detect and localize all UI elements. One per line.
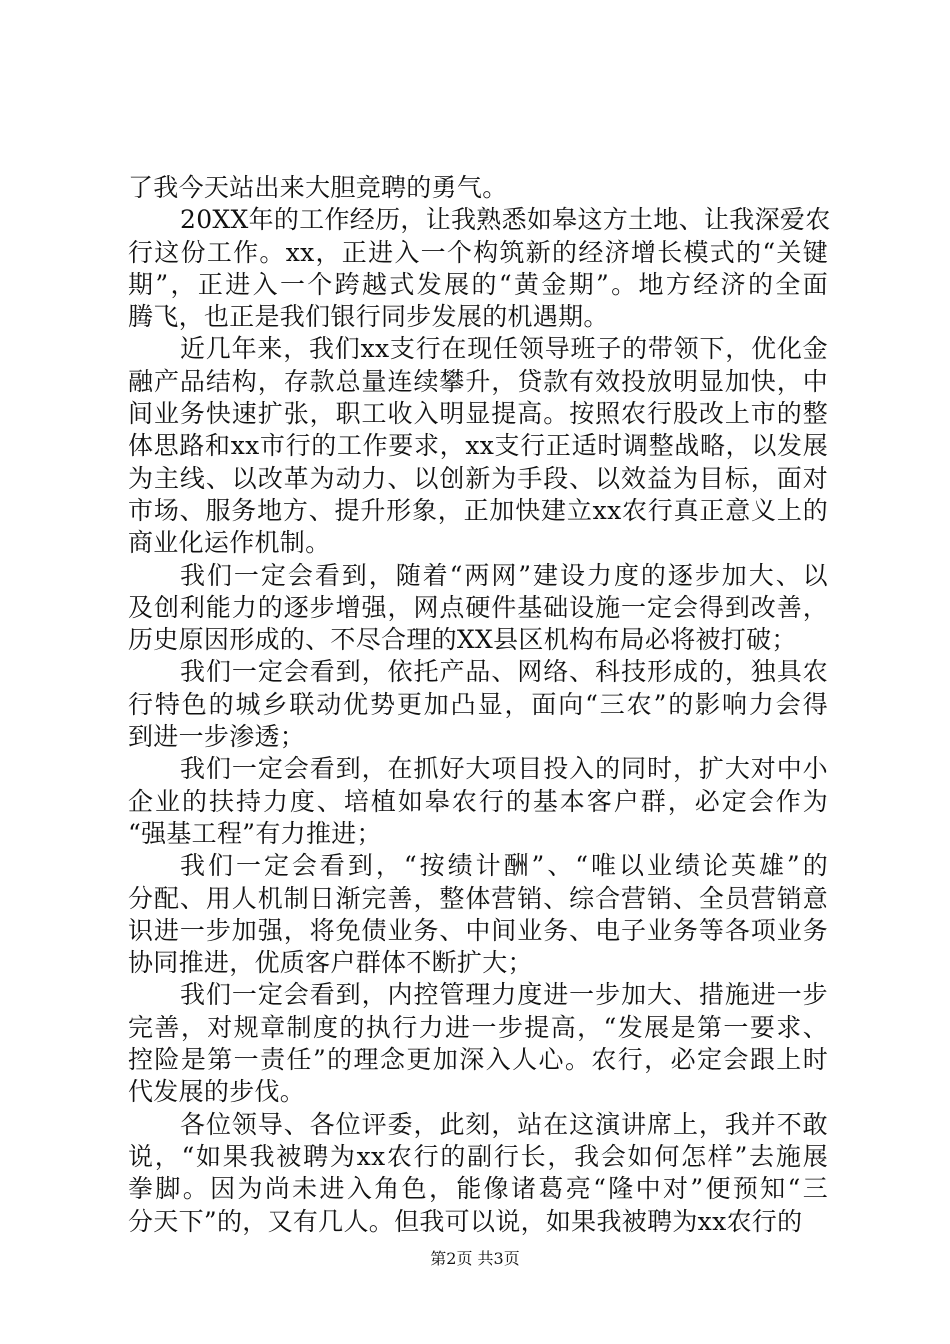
- paragraph: [128, 850, 828, 979]
- text-line: 分天下”的，又有几人。但我可以说，如果我被聘为xx农行的: [128, 1206, 803, 1236]
- text-line: 腾飞，也正是我们银行同步发展的机遇期。: [128, 302, 609, 332]
- paragraph: [128, 560, 828, 657]
- text-line: 到进一步渗透；: [128, 722, 306, 752]
- text-line: 融产品结构，存款总量连续攀升，贷款有效投放明显加快，中: [128, 366, 828, 396]
- page-footer: [0, 1246, 950, 1269]
- text-line: 拳脚。因为尚未进入角色，能像诸葛亮“隆中对”便预知“三: [128, 1174, 828, 1204]
- paragraph: [128, 979, 828, 1108]
- text-line: 我们一定会看到，内控管理力度进一步加大、措施进一步: [180, 980, 828, 1010]
- text-line: 体思路和xx市行的工作要求，xx支行正适时调整战略，以发展: [128, 431, 828, 461]
- text-line: 20XX年的工作经历，让我熟悉如皋这方土地、让我深爱农: [180, 205, 831, 235]
- page-number-label: 第2页 共3页: [430, 1249, 520, 1268]
- text-line: 行特色的城乡联动优势更加凸显，面向“三农”的影响力会得: [128, 689, 828, 719]
- paragraph: [128, 172, 828, 204]
- text-line: 及创利能力的逐步增强，网点硬件基础设施一定会得到改善，: [128, 592, 828, 622]
- text-line: 近几年来，我们xx支行在现任领导班子的带领下，优化金: [180, 334, 828, 364]
- text-line: 各位领导、各位评委，此刻，站在这演讲席上，我并不敢: [180, 1109, 828, 1139]
- paragraph: [128, 333, 828, 559]
- paragraph: [128, 656, 828, 753]
- text-line: 说，“如果我被聘为xx农行的副行长，我会如何怎样”去施展: [128, 1141, 828, 1171]
- paragraph: [128, 753, 828, 850]
- text-line: 间业务快速扩张，职工收入明显提高。按照农行股改上市的整: [128, 399, 828, 429]
- text-line: 了我今天站出来大胆竞聘的勇气。: [128, 173, 508, 202]
- text-line: 为主线、以改革为动力、以创新为手段、以效益为目标，面对: [128, 463, 828, 493]
- text-line: 协同推进，优质客户群体不断扩大；: [128, 948, 533, 978]
- text-line: 分配、用人机制日渐完善，整体营销、综合营销、全员营销意: [128, 883, 828, 913]
- text-line: “强基工程”有力推进；: [128, 818, 382, 848]
- text-line: 商业化运作机制。: [128, 528, 331, 558]
- text-line: 历史原因形成的、不尽合理的XX县区机构布局必将被打破；: [128, 625, 797, 655]
- text-line: 完善，对规章制度的执行力进一步提高，“发展是第一要求、: [128, 1012, 828, 1042]
- text-line: 我们一定会看到，随着“两网”建设力度的逐步加大、以: [180, 560, 828, 590]
- text-line: 我们一定会看到，依托产品、网络、科技形成的，独具农: [180, 657, 828, 687]
- document-body: [128, 172, 831, 1238]
- paragraph: [128, 1109, 828, 1238]
- text-line: 我们一定会看到，“按绩计酬”、“唯以业绩论英雄”的: [180, 851, 828, 881]
- text-line: 行这份工作。xx，正进入一个构筑新的经济增长模式的“关键: [128, 237, 828, 267]
- text-line: 识进一步加强，将免债业务、中间业务、电子业务等各项业务: [128, 915, 828, 945]
- text-line: 期”，正进入一个跨越式发展的“黄金期”。地方经济的全面: [128, 269, 828, 299]
- text-line: 市场、服务地方、提升形象，正加快建立xx农行真正意义上的: [128, 495, 828, 525]
- text-line: 控险是第一责任”的理念更加深入人心。农行，必定会跟上时: [128, 1045, 828, 1075]
- paragraph: [128, 204, 831, 333]
- text-line: 企业的扶持力度、培植如皋农行的基本客户群，必定会作为: [128, 786, 828, 816]
- text-line: 代发展的步伐。: [128, 1077, 306, 1107]
- text-line: 我们一定会看到，在抓好大项目投入的同时，扩大对中小: [180, 754, 828, 784]
